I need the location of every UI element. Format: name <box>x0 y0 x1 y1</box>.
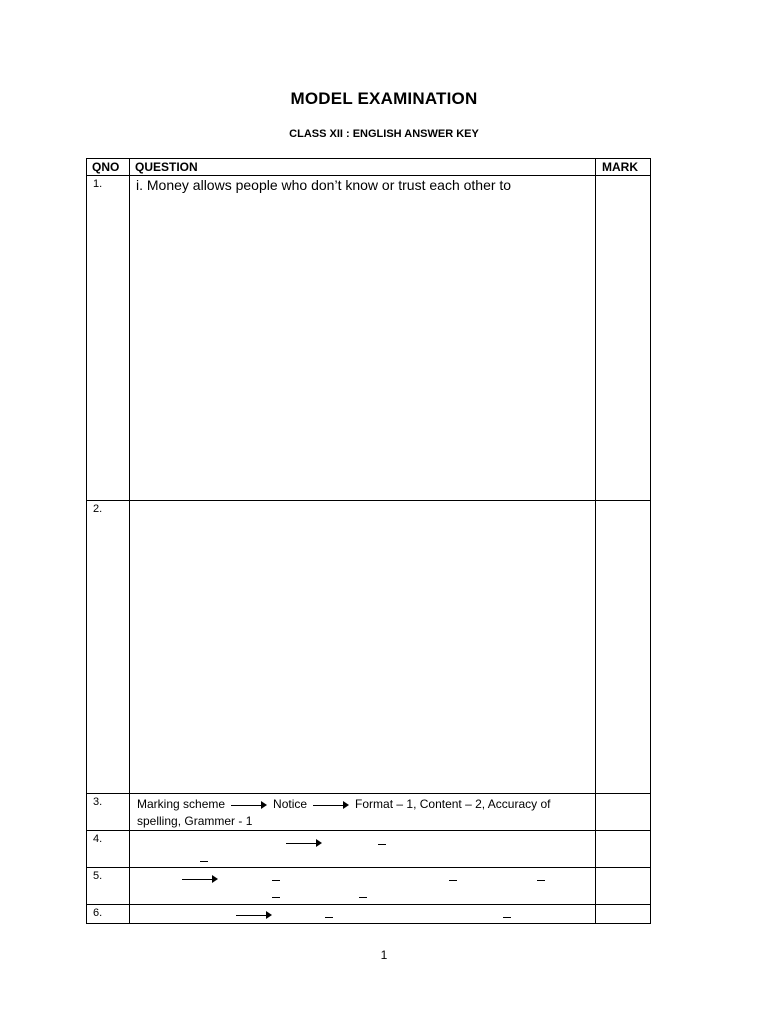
page-number: 1 <box>380 948 388 962</box>
page-subtitle: CLASS XII : ENGLISH ANSWER KEY <box>289 128 479 140</box>
dash-mark <box>325 917 333 918</box>
row-mark <box>596 905 651 924</box>
row-question <box>130 794 596 831</box>
right-arrow-icon <box>286 839 322 847</box>
table-row <box>87 868 651 905</box>
row-question <box>130 501 596 794</box>
right-arrow-icon <box>236 911 272 919</box>
row-qno: 3. <box>87 794 130 831</box>
page-title: MODEL EXAMINATION <box>290 89 478 108</box>
row-qno: 1. <box>87 176 130 501</box>
answer-key-table <box>86 158 651 924</box>
header-qno: QNO <box>87 159 130 176</box>
row-mark <box>596 794 651 831</box>
dash-mark <box>200 861 208 862</box>
format-label: Format – 1, Content – 2, Accuracy of <box>355 797 551 811</box>
dash-mark <box>272 897 280 898</box>
row-qno: 2. <box>87 501 130 794</box>
row-mark <box>596 868 651 905</box>
marking-scheme-label: Marking scheme <box>137 797 226 811</box>
row-question <box>130 905 596 924</box>
dash-mark <box>503 917 511 918</box>
row-question <box>130 831 596 868</box>
dash-mark <box>378 844 386 845</box>
dash-mark <box>449 880 457 881</box>
table-row <box>87 905 651 924</box>
header-question: QUESTION <box>130 159 596 176</box>
row-qno: 4. <box>87 831 130 868</box>
right-arrow-icon <box>182 875 218 883</box>
table-header-row <box>87 159 651 176</box>
row-question: i. Money allows people who don’t know or trust each other to <box>130 176 596 501</box>
right-arrow-icon <box>231 801 267 809</box>
row-mark <box>596 176 651 501</box>
row-mark <box>596 831 651 868</box>
dash-mark <box>359 897 367 898</box>
table-row <box>87 501 651 794</box>
table-row <box>87 794 651 831</box>
table-row <box>87 831 651 868</box>
row-qno: 5. <box>87 868 130 905</box>
notice-label: Notice <box>273 797 308 811</box>
table-row <box>87 176 651 501</box>
spelling-grammar-label: spelling, Grammer - 1 <box>137 814 253 828</box>
dash-mark <box>537 880 545 881</box>
row-qno: 6. <box>87 905 130 924</box>
dash-mark <box>272 880 280 881</box>
row-question <box>130 868 596 905</box>
right-arrow-icon <box>313 801 349 809</box>
header-mark: MARK <box>596 159 651 176</box>
row-mark <box>596 501 651 794</box>
